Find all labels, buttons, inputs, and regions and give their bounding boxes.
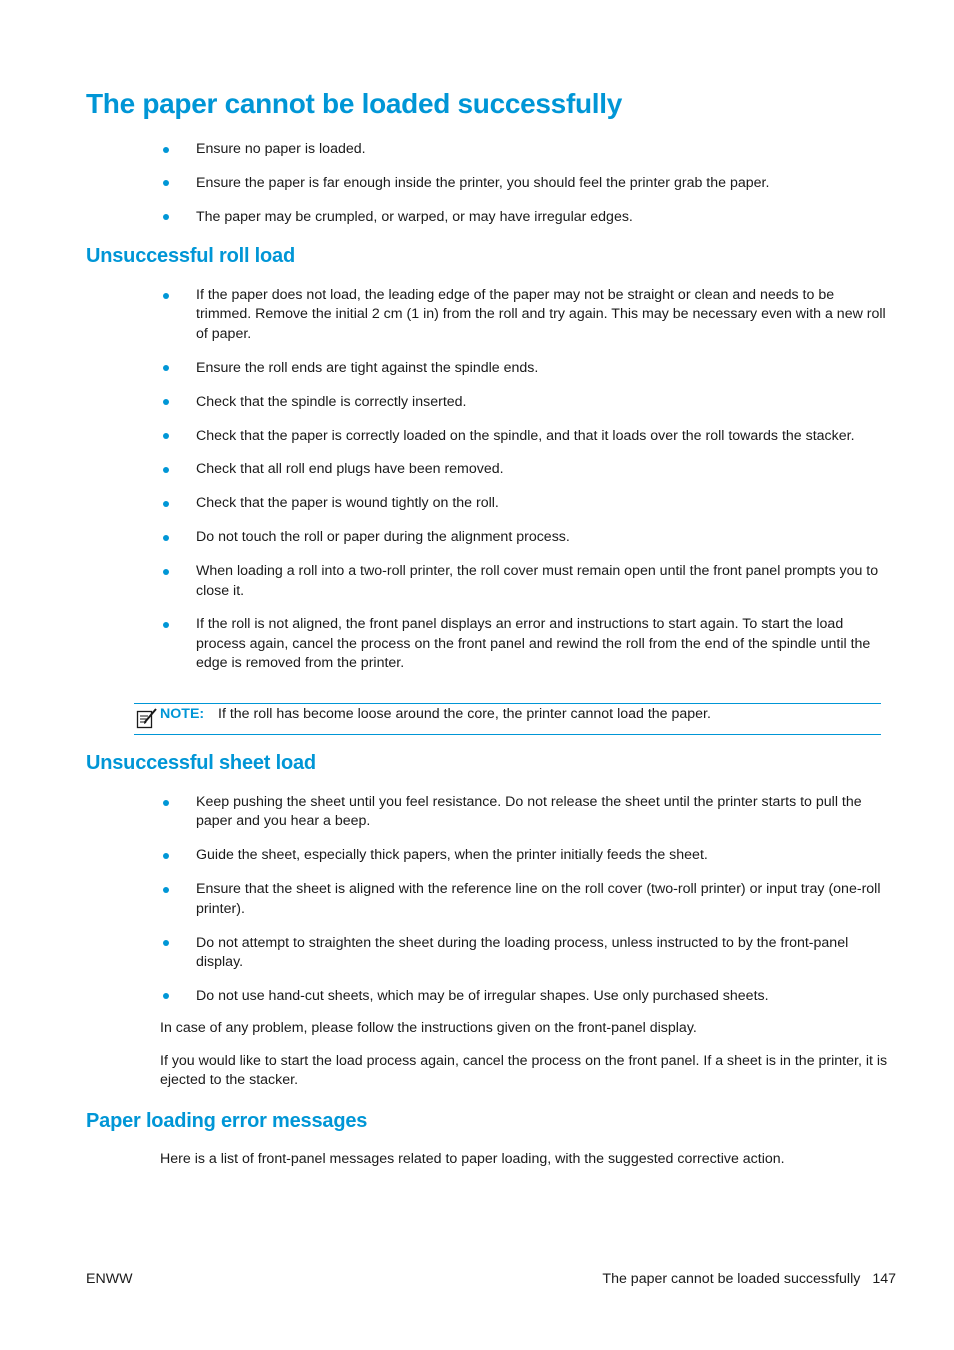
note-icon — [136, 707, 158, 734]
bullet-icon — [163, 622, 169, 628]
list-item-text: Do not touch the roll or paper during the alignment process. — [196, 529, 570, 546]
list-item-text: Do not use hand-cut sheets, which may be of irregular shapes. Use only purchased sheets. — [196, 987, 769, 1004]
list-item — [160, 846, 888, 865]
list-item-text: Do not attempt to straighten the sheet during the loading process, unless instructed to by the front-panel display. — [196, 934, 849, 970]
sheet-paragraph-restart: If you would like to start the load process again, cancel the process on the front panel. If a sheet is in the printer, it is ejected to the stacker. — [160, 1053, 888, 1089]
list-item-text: Check that the spindle is correctly inserted. — [196, 393, 467, 410]
intro-bullet-list — [160, 140, 888, 242]
roll-bullet-list — [160, 286, 888, 688]
bullet-icon — [163, 993, 169, 999]
bullet-icon — [163, 569, 169, 575]
errors-paragraph: Here is a list of front-panel messages related to paper loading, with the suggested corrective action. — [160, 1151, 785, 1167]
list-item — [160, 880, 888, 919]
list-item — [160, 427, 888, 446]
bullet-icon — [163, 214, 169, 220]
list-item — [160, 460, 888, 479]
list-item — [160, 934, 888, 973]
list-item — [160, 393, 888, 412]
bullet-icon — [163, 467, 169, 473]
bullet-icon — [163, 365, 169, 371]
bullet-icon — [163, 180, 169, 186]
list-item-text: Guide the sheet, especially thick papers, when the printer initially feeds the sheet. — [196, 847, 708, 864]
footer-title: The paper cannot be loaded successfully — [602, 1271, 861, 1287]
footer-left: ENWW — [86, 1271, 133, 1287]
sheet-paragraph-problem: In case of any problem, please follow the instructions given on the front-panel display. — [160, 1020, 697, 1036]
list-item — [160, 174, 888, 193]
bullet-icon — [163, 399, 169, 405]
page-title: The paper cannot be loaded successfully — [86, 88, 623, 119]
list-item-text: Ensure the roll ends are tight against the spindle ends. — [196, 359, 539, 376]
list-item — [160, 615, 888, 673]
bullet-icon — [163, 800, 169, 806]
list-item-text: Ensure no paper is loaded. — [196, 141, 366, 157]
bullet-icon — [163, 147, 169, 153]
list-item — [160, 208, 888, 227]
note-label: NOTE: — [160, 706, 205, 722]
footer-right — [602, 1271, 896, 1287]
note-box — [134, 703, 881, 735]
note-text: If the roll has become loose around the core, the printer cannot load the paper. — [218, 706, 711, 722]
list-item-text: If the paper does not load, the leading edge of the paper may not be straight or clean and needs to be trimmed. Remove the initial 2 cm (1 in) from the roll and try again. This may be necessary even with a new roll of paper. — [196, 287, 886, 342]
list-item-text: If the roll is not aligned, the front panel displays an error and instructions to start again. To start the load process again, cancel the process on the front panel and rewind the roll from the end of the spindle until the edge is removed from the printer. — [196, 616, 871, 672]
list-item-text: Check that the paper is wound tightly on the roll. — [196, 495, 499, 512]
bullet-icon — [163, 293, 169, 299]
list-item — [160, 528, 888, 547]
list-item — [160, 987, 888, 1006]
list-item-text: Check that all roll end plugs have been removed. — [196, 461, 504, 478]
sheet-bullet-list — [160, 793, 888, 1021]
list-item — [160, 359, 888, 378]
list-item — [160, 793, 888, 832]
list-item-text: Keep pushing the sheet until you feel resistance. Do not release the sheet until the printer starts to pull the paper and you hear a beep. — [196, 794, 862, 830]
list-item-text: When loading a roll into a two-roll printer, the roll cover must remain open until the front panel prompts you to close it. — [196, 563, 879, 599]
list-item-text: Check that the paper is correctly loaded on the spindle, and that it loads over the roll towards the stacker. — [196, 427, 855, 444]
errors-section-heading: Paper loading error messages — [86, 1110, 368, 1132]
bullet-icon — [163, 853, 169, 859]
bullet-icon — [163, 940, 169, 946]
list-item — [160, 494, 888, 513]
bullet-icon — [163, 887, 169, 893]
bullet-icon — [163, 433, 169, 439]
list-item-text: Ensure that the sheet is aligned with the reference line on the roll cover (two-roll printer) or input tray (one-roll printer). — [196, 881, 881, 917]
list-item-text: The paper may be crumpled, or warped, or may have irregular edges. — [196, 208, 633, 225]
bullet-icon — [163, 501, 169, 507]
bullet-icon — [163, 535, 169, 541]
list-item — [160, 286, 888, 344]
list-item-text: Ensure the paper is far enough inside the printer, you should feel the printer grab the paper. — [196, 174, 770, 191]
list-item — [160, 140, 888, 159]
roll-section-heading: Unsuccessful roll load — [86, 245, 295, 267]
list-item — [160, 562, 888, 601]
page-number: 147 — [872, 1271, 896, 1287]
sheet-section-heading: Unsuccessful sheet load — [86, 752, 316, 774]
